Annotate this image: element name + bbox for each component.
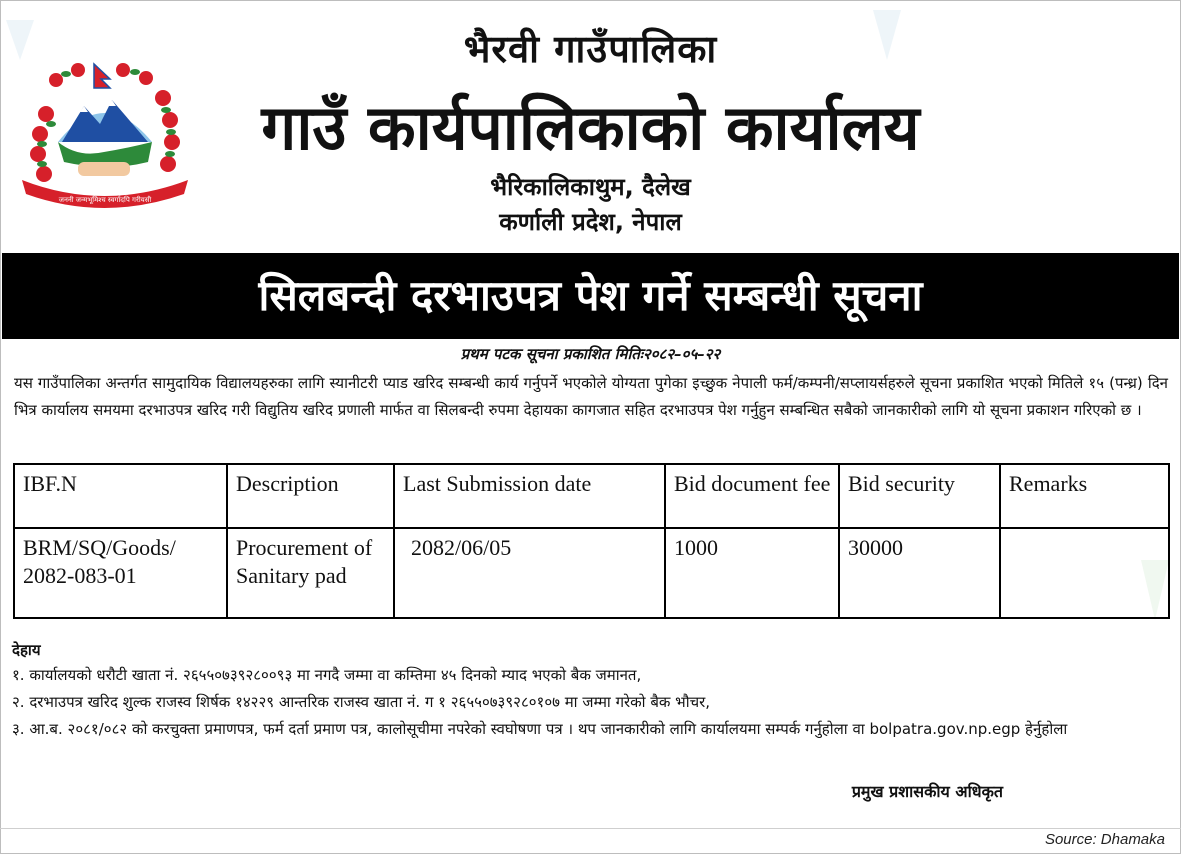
table-header-cell: Description bbox=[227, 464, 394, 528]
municipality-name: भैरवी गाउँपालिका bbox=[463, 27, 718, 71]
address-line-1: भैरिकालिकाथुम, दैलेख bbox=[490, 173, 691, 201]
list-item: ३. आ.ब. २०८१/०८२ को करचुक्ता प्रमाणपत्र, फर्म दर्ता प्रमाण पत्र, कालोसूचीमा नपरेको स्वघोषणा पत्र । थप जानकारीको लागि कार्यालयमा सम्पर्क गर्नुहोला वा bolpatra.gov.np.egp हेर्नुहोला bbox=[12, 720, 1068, 738]
table-cell-fee: 1000 bbox=[665, 528, 839, 618]
requirements-title: देहाय bbox=[12, 641, 41, 659]
table-row bbox=[14, 528, 1169, 618]
emblem-motto: जननी जन्मभूमिश्च स्वर्गादपि गरीयसी bbox=[58, 196, 152, 204]
bid-table bbox=[13, 463, 1170, 619]
list-item: २. दरभाउपत्र खरिद शुल्क राजस्व शिर्षक १४२२९ आन्तरिक राजस्व खाता नं. ग १ २६५५०७३९२८०१०७ मा जम्मा गरेको बैक भौचर, bbox=[12, 693, 711, 711]
table-header-cell: Bid document fee bbox=[665, 464, 839, 528]
table-header-cell: Bid security bbox=[839, 464, 1000, 528]
notice-title-banner bbox=[2, 253, 1179, 339]
table-header-cell: Remarks bbox=[1000, 464, 1169, 528]
table-cell-security: 30000 bbox=[839, 528, 1000, 618]
notice-title: सिलबन्दी दरभाउपत्र पेश गर्ने सम्बन्धी सूचना bbox=[258, 271, 923, 320]
source-credit: Source: Dhamaka bbox=[1044, 831, 1165, 848]
intro-paragraph: यस गाउँपालिका अन्तर्गत सामुदायिक विद्यालयहरुका लागि स्यानीटरी प्याड खरिद सम्बन्धी कार्य गर्नुपर्ने भएकोले योग्यता पुगेका इच्छुक नेपाली फर्म/कम्पनी/सप्लायर्सहरुले सूचना प्रकाशित भएको मितिले १५ (पन्ध्र) दिन भित्र कार्यालय समयमा दरभाउपत्र खरिद गरी विद्युतिय खरिद प्रणाली मार्फत वा सिलबन्दी रुपमा देहायका कागजात सहित दरभाउपत्र पेश गर्नुहुन सम्बन्धित सबैको जानकारीको लागि यो सूचना प्रकाशन गरिएको छ । bbox=[14, 374, 1168, 419]
address-line-2: कर्णाली प्रदेश, नेपाल bbox=[499, 208, 682, 236]
table-header-cell: IBF.N bbox=[14, 464, 227, 528]
footer-divider bbox=[0, 828, 1181, 829]
table-header-row bbox=[14, 464, 1169, 528]
table-cell-description: Procurement of Sanitary pad bbox=[227, 528, 394, 618]
table-cell-remarks bbox=[1000, 528, 1169, 618]
table-header-cell: Last Submission date bbox=[394, 464, 665, 528]
office-name: गाउँ कार्यपालिकाको कार्यालय bbox=[261, 91, 920, 164]
table-cell-ibfn: BRM/SQ/Goods/ 2082-083-01 bbox=[14, 528, 227, 618]
requirements-list bbox=[12, 662, 1168, 743]
signatory-title: प्रमुख प्रशासकीय अधिकृत bbox=[851, 782, 1003, 801]
table-cell-last-submission: 2082/06/05 bbox=[394, 528, 665, 618]
list-item: १. कार्यालयको धरौटी खाता नं. २६५५०७३९२८००९३ मा नगदै जम्मा वा कम्तिमा ४५ दिनको म्याद भएको बैक जमानत, bbox=[12, 666, 642, 684]
published-date: प्रथम पटक सूचना प्रकाशित मितिः२०८२–०५–२२ bbox=[460, 345, 721, 363]
